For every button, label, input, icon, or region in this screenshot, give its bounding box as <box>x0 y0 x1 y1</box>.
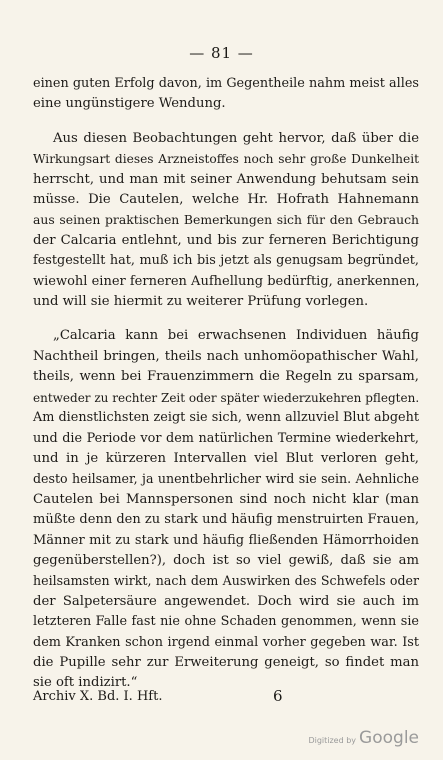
page-number: — 81 — <box>189 44 254 62</box>
text-line: desto heilsamer, ja unentbehrlicher wird sie sein. Aehnliche <box>33 471 419 487</box>
text-line: der Salpetersäure angewendet. Doch wird sie auch im <box>33 593 419 609</box>
digitization-watermark <box>308 728 419 748</box>
text-line: und will sie hiermit zu weiterer Prüfung vorlegen. <box>33 294 369 310</box>
text-line: dem Kranken schon irgend einmal vorher gegeben war. Ist <box>33 634 419 650</box>
text-line: der Calcaria entlehnt, und bis zur ferneren Berichtigung <box>33 232 419 248</box>
text-line: eine ungünstigere Wendung. <box>33 96 226 112</box>
text-line: Cautelen bei Mannspersonen sind noch nicht klar (man <box>33 491 419 507</box>
text-line: Aus diesen Beobachtungen geht hervor, daß über die <box>53 130 419 146</box>
text-line: einen guten Erfolg davon, im Gegentheile nahm meist alles <box>33 76 419 91</box>
text-line: herrscht, und man mit seiner Anwendung behutsam sein <box>33 171 419 187</box>
body-text <box>33 74 419 694</box>
text-line: Nachtheil bringen, theils nach unhomöopathischer Wahl, <box>33 348 419 364</box>
text-line: theils, wenn bei Frauenzimmern die Regeln zu sparsam, <box>33 369 419 385</box>
text-line: wiewohl einer ferneren Aufhellung bedürftig, anerkennen, <box>33 273 420 289</box>
text-line: müsse. Die Cautelen, welche Hr. Hofrath Hahnemann <box>33 192 419 208</box>
paragraph-2 <box>33 129 419 313</box>
text-line: gegenüberstellen?), doch ist so viel gewiß, daß sie am <box>33 552 419 568</box>
printer-signature: Archiv X. Bd. I. Hft. <box>33 689 163 704</box>
text-line: und die Periode vor dem natürlichen Termine wiederkehrt, <box>33 430 419 446</box>
paragraph-1 <box>33 74 419 115</box>
paragraph-3-quotation <box>33 326 419 693</box>
google-logo: Google <box>359 728 419 748</box>
text-line: heilsamsten wirkt, nach dem Auswirken des Schwefels oder <box>33 573 419 589</box>
text-line: entweder zu rechter Zeit oder später wiederzukehren pflegten. <box>33 390 420 405</box>
text-line: Wirkungsart dieses Arzneistoffes noch sehr große Dunkelheit <box>33 152 419 167</box>
text-line: „Calcaria kann bei erwachsenen Individuen häufig <box>53 328 419 344</box>
text-line: die Pupille sehr zur Erweiterung geneigt, so findet man <box>33 654 419 670</box>
text-line: müßte denn den zu stark und häufig menstruirten Frauen, <box>33 512 420 528</box>
text-line: festgestellt hat, muß ich bis jetzt als genugsam begründet, <box>33 253 419 269</box>
text-line: Männer mit zu stark und häufig fließenden Hämorrhoiden <box>33 532 419 548</box>
text-line: letzteren Falle fast nie ohne Schaden genommen, wenn sie <box>33 614 419 630</box>
text-line: und in je kürzeren Intervallen viel Blut verloren geht, <box>33 450 419 466</box>
watermark-prefix: Digitized by <box>308 736 357 745</box>
sheet-number: 6 <box>273 687 283 705</box>
text-line: sie oft indizirt.“ <box>33 675 138 691</box>
text-line: aus seinen praktischen Bemerkungen sich für den Gebrauch <box>33 212 419 228</box>
text-line: Am dienstlichsten zeigt sie sich, wenn allzuviel Blut abgeht <box>33 410 419 426</box>
